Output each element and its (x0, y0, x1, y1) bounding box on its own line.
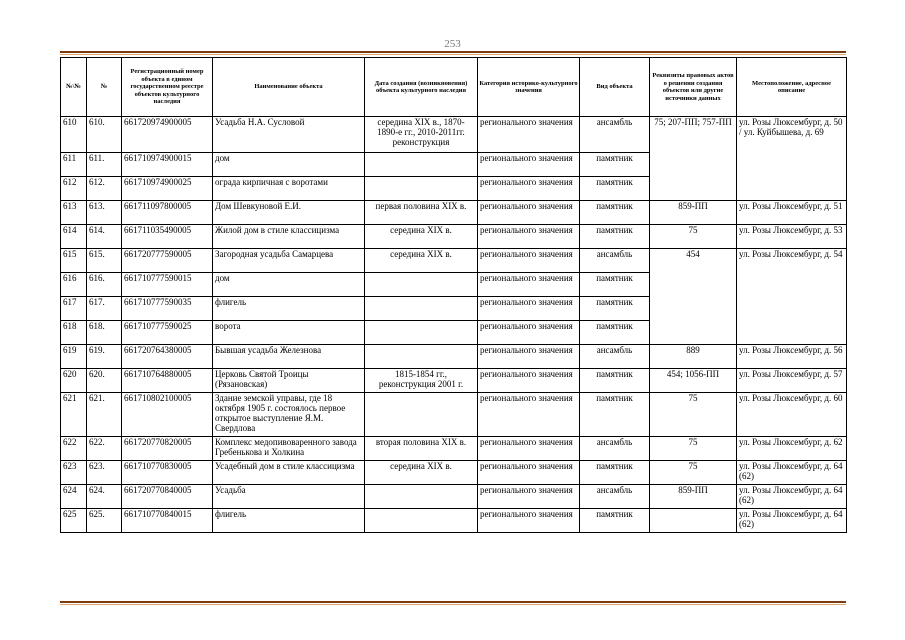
row-index-cell: 612 (61, 177, 87, 201)
creation-date-cell: первая половина XIX в. (365, 201, 478, 225)
creation-date-cell: середина XIX в. (365, 249, 478, 273)
location-cell: ул. Розы Люксембург, д. 64 (62) (737, 509, 847, 533)
row-index-cell: 611 (61, 153, 87, 177)
object-name-cell: флигель (213, 509, 365, 533)
location-cell: ул. Розы Люксембург, д. 60 (737, 393, 847, 437)
category-cell: регионального значения (478, 437, 580, 461)
legal-acts-cell: 75; 207-ПП; 757-ПП (650, 117, 737, 201)
category-cell: регионального значения (478, 345, 580, 369)
row-number-cell: 620. (87, 369, 122, 393)
object-name-cell: Усадьба (213, 485, 365, 509)
category-cell: регионального значения (478, 321, 580, 345)
legal-acts-cell: 454 (650, 249, 737, 345)
object-type-cell: памятник (580, 321, 650, 345)
object-name-cell: Усадебный дом в стиле классицизма (213, 461, 365, 485)
registration-number-cell: 661710770830005 (122, 461, 213, 485)
row-number-cell: 613. (87, 201, 122, 225)
bottom-rule (60, 601, 846, 605)
table-row (61, 249, 847, 273)
creation-date-cell (365, 297, 478, 321)
row-index-cell: 613 (61, 201, 87, 225)
object-name-cell: Загородная усадьба Самарцева (213, 249, 365, 273)
object-type-cell: памятник (580, 153, 650, 177)
creation-date-cell (365, 273, 478, 297)
row-number-cell: 614. (87, 225, 122, 249)
header-cell: № (87, 58, 122, 117)
header-cell: Регистрационный номер объекта в едином государственном реестре объектов культурного наследия (122, 58, 213, 117)
creation-date-cell: середина XIX в. (365, 461, 478, 485)
row-index-cell: 622 (61, 437, 87, 461)
category-cell: регионального значения (478, 273, 580, 297)
object-name-cell: дом (213, 273, 365, 297)
row-number-cell: 617. (87, 297, 122, 321)
creation-date-cell (365, 485, 478, 509)
object-name-cell: ограда кирпичная с воротами (213, 177, 365, 201)
legal-acts-cell: 75 (650, 461, 737, 485)
object-name-cell: Дом Шевкуновой Е.И. (213, 201, 365, 225)
creation-date-cell (365, 153, 478, 177)
object-type-cell: ансамбль (580, 117, 650, 153)
row-index-cell: 621 (61, 393, 87, 437)
registration-number-cell: 661711035490005 (122, 225, 213, 249)
row-number-cell: 622. (87, 437, 122, 461)
category-cell: регионального значения (478, 201, 580, 225)
creation-date-cell: 1815-1854 гг., реконструкция 2001 г. (365, 369, 478, 393)
category-cell: регионального значения (478, 393, 580, 437)
object-type-cell: памятник (580, 273, 650, 297)
row-index-cell: 618 (61, 321, 87, 345)
table-row (61, 509, 847, 533)
row-index-cell: 610 (61, 117, 87, 153)
header-cell: Категория историко-культурного значения (478, 58, 580, 117)
location-cell: ул. Розы Люксембург, д. 53 (737, 225, 847, 249)
row-index-cell: 620 (61, 369, 87, 393)
legal-acts-cell: 454; 1056-ПП (650, 369, 737, 393)
location-cell: ул. Розы Люксембург, д. 50 / ул. Куйбышева, д. 69 (737, 117, 847, 201)
row-number-cell: 625. (87, 509, 122, 533)
object-name-cell: Церковь Святой Троицы (Рязановская) (213, 369, 365, 393)
table-row (61, 117, 847, 153)
object-type-cell: ансамбль (580, 437, 650, 461)
location-cell: ул. Розы Люксембург, д. 54 (737, 249, 847, 345)
object-name-cell: ворота (213, 321, 365, 345)
creation-date-cell (365, 509, 478, 533)
legal-acts-cell: 75 (650, 437, 737, 461)
registration-number-cell: 661720770840005 (122, 485, 213, 509)
row-number-cell: 623. (87, 461, 122, 485)
header-cell: Наименование объекта (213, 58, 365, 117)
row-index-cell: 625 (61, 509, 87, 533)
header-cell: Дата создания (возникновения) объекта культурного наследия (365, 58, 478, 117)
category-cell: регионального значения (478, 297, 580, 321)
category-cell: регионального значения (478, 461, 580, 485)
table-row (61, 345, 847, 369)
registration-number-cell: 661710974900025 (122, 177, 213, 201)
object-name-cell: дом (213, 153, 365, 177)
location-cell: ул. Розы Люксембург, д. 64 (62) (737, 461, 847, 485)
object-name-cell: Жилой дом в стиле классицизма (213, 225, 365, 249)
table-row (61, 201, 847, 225)
row-index-cell: 616 (61, 273, 87, 297)
registration-number-cell: 661720974900005 (122, 117, 213, 153)
object-name-cell: Комплекс медопивоваренного завода Гребенькова и Холкина (213, 437, 365, 461)
row-index-cell: 623 (61, 461, 87, 485)
table-row (61, 437, 847, 461)
legal-acts-cell: 859-ПП (650, 201, 737, 225)
registration-number-cell: 661720770820005 (122, 437, 213, 461)
row-number-cell: 612. (87, 177, 122, 201)
registration-number-cell: 661710974900015 (122, 153, 213, 177)
registration-number-cell: 661710764880005 (122, 369, 213, 393)
row-index-cell: 624 (61, 485, 87, 509)
category-cell: регионального значения (478, 485, 580, 509)
object-type-cell: памятник (580, 393, 650, 437)
category-cell: регионального значения (478, 153, 580, 177)
legal-acts-cell: 859-ПП (650, 485, 737, 509)
row-index-cell: 619 (61, 345, 87, 369)
object-type-cell: памятник (580, 201, 650, 225)
registration-number-cell: 661710777590015 (122, 273, 213, 297)
creation-date-cell (365, 393, 478, 437)
category-cell: регионального значения (478, 369, 580, 393)
header-cell: Вид объекта (580, 58, 650, 117)
legal-acts-cell: 75 (650, 393, 737, 437)
row-number-cell: 615. (87, 249, 122, 273)
legal-acts-cell: 75 (650, 225, 737, 249)
row-number-cell: 619. (87, 345, 122, 369)
registration-number-cell: 661710777590025 (122, 321, 213, 345)
object-name-cell: Бывшая усадьба Железнова (213, 345, 365, 369)
table-row (61, 225, 847, 249)
object-type-cell: памятник (580, 297, 650, 321)
table-row (61, 369, 847, 393)
row-number-cell: 618. (87, 321, 122, 345)
object-type-cell: памятник (580, 509, 650, 533)
row-number-cell: 624. (87, 485, 122, 509)
object-type-cell: памятник (580, 369, 650, 393)
object-type-cell: памятник (580, 177, 650, 201)
row-index-cell: 617 (61, 297, 87, 321)
creation-date-cell: вторая половина XIX в. (365, 437, 478, 461)
top-rule (60, 51, 846, 55)
table-row (61, 393, 847, 437)
registration-number-cell: 661710777590035 (122, 297, 213, 321)
category-cell: регионального значения (478, 249, 580, 273)
creation-date-cell: середина XIX в., 1870-1890-е гг., 2010-2011гг. реконструкция (365, 117, 478, 153)
table-row (61, 485, 847, 509)
row-number-cell: 610. (87, 117, 122, 153)
header-cell: Местоположение, адресное описание (737, 58, 847, 117)
object-type-cell: памятник (580, 461, 650, 485)
creation-date-cell (365, 321, 478, 345)
row-index-cell: 615 (61, 249, 87, 273)
row-number-cell: 611. (87, 153, 122, 177)
creation-date-cell (365, 345, 478, 369)
registration-number-cell: 661710802100005 (122, 393, 213, 437)
location-cell: ул. Розы Люксембург, д. 57 (737, 369, 847, 393)
heritage-register-table (60, 57, 847, 533)
table-row (61, 461, 847, 485)
registration-number-cell: 661711097800005 (122, 201, 213, 225)
object-type-cell: ансамбль (580, 249, 650, 273)
registration-number-cell: 661710770840015 (122, 509, 213, 533)
row-number-cell: 616. (87, 273, 122, 297)
object-type-cell: ансамбль (580, 485, 650, 509)
object-name-cell: Усадьба Н.А. Сусловой (213, 117, 365, 153)
table-header-row (61, 58, 847, 117)
registration-number-cell: 661720764380005 (122, 345, 213, 369)
registration-number-cell: 661720777590005 (122, 249, 213, 273)
location-cell: ул. Розы Люксембург, д. 62 (737, 437, 847, 461)
object-type-cell: памятник (580, 225, 650, 249)
object-type-cell: ансамбль (580, 345, 650, 369)
row-index-cell: 614 (61, 225, 87, 249)
object-name-cell: Здание земской управы, где 18 октября 1905 г. состоялось первое открытое выступление Я.М. Свердлова (213, 393, 365, 437)
category-cell: регионального значения (478, 225, 580, 249)
location-cell: ул. Розы Люксембург, д. 56 (737, 345, 847, 369)
location-cell: ул. Розы Люксембург, д. 51 (737, 201, 847, 225)
header-cell: Реквизиты правовых актов о решении создания объектов или другие источники данных (650, 58, 737, 117)
row-number-cell: 621. (87, 393, 122, 437)
creation-date-cell (365, 177, 478, 201)
object-name-cell: флигель (213, 297, 365, 321)
category-cell: регионального значения (478, 509, 580, 533)
category-cell: регионального значения (478, 117, 580, 153)
legal-acts-cell: 889 (650, 345, 737, 369)
location-cell: ул. Розы Люксембург, д. 64 (62) (737, 485, 847, 509)
legal-acts-cell (650, 509, 737, 533)
creation-date-cell: середина XIX в. (365, 225, 478, 249)
header-cell: №\№ (61, 58, 87, 117)
category-cell: регионального значения (478, 177, 580, 201)
page-number: 253 (444, 38, 461, 50)
